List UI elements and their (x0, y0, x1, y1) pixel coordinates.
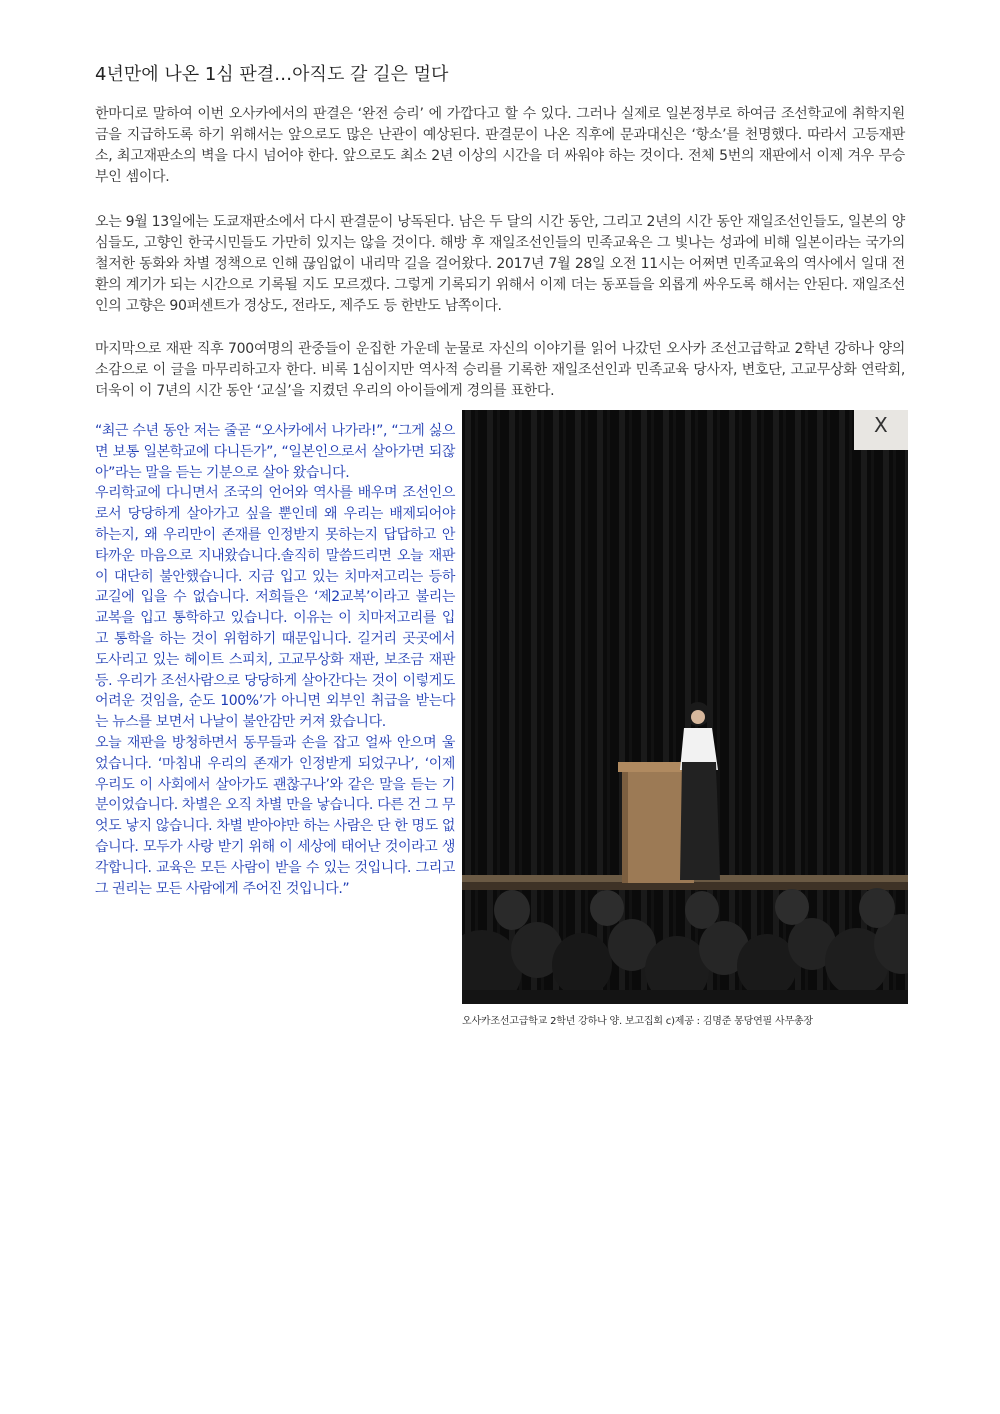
photo-caption: 오사카조선고급학교 2학년 강하나 양. 보고집회 c)제공 : 김명준 몽당연필 사무총장 (462, 1016, 813, 1027)
paragraph-3: 마지막으로 재판 직후 700여명의 관중들이 운집한 가운데 눈물로 자신의 이야기를 읽어 나갔던 오사카 조선고급학교 2학년 강하나 양의 소감으로 이 글을 마무리하고자 한다. 비록 1심이지만 역사적 승리를 기록한 재일조선인과 민족교육 당사자, 변호단, 고교무상화 연락회, 더욱이 이 7년의 시간 동안 ‘교실’을 지켰던 우리의 아이들에게 경의를 표한다. (95, 341, 905, 399)
quote-part-2: 우리학교에 다니면서 조국의 언어와 역사를 배우며 조선인으로서 당당하게 살아가고 싶을 뿐인데 왜 우리는 배제되어야 하는지, 왜 우리만이 존재를 인정받지 못하는지 답답하고 안타까운 마음으로 지내왔습니다.솔직히 말씀드리면 오늘 재판이 대단히 불안했습니다. 지금 입고 있는 치마저고리는 등하교길에 입을 수 없습니다. 저희들은 ‘제2교복’이라고 불리는 교복을 입고 통학하고 있습니다. 이유는 이 치마저고리를 입고 통학을 하는 것이 위험하기 때문입니다. 길거리 곳곳에서 도사리고 있는 헤이트 스피치, 고교무상화 재판, 보조금 재판 등. 우리가 조선사람으로 당당하게 살아간다는 것이 이렇게도 어려운 것임을, 순도 100%’가 아니면 외부인 취급을 받는다는 뉴스를 보면서 나날이 불안감만 커져 왔습니다. (95, 485, 455, 731)
paragraph-1: 한마디로 말하여 이번 오사카에서의 판결은 ‘완전 승리’ 에 가깝다고 할 수 있다. 그러나 실제로 일본정부로 하여금 조선학교에 취학지원금을 지급하도록 하기 위해서는 앞으로도 많은 난관이 예상된다. 판결문이 나온 직후에 문과대신은 ‘항소’를 천명했다. 따라서 고등재판소, 최고재판소의 벽을 다시 넘어야 한다. 앞으로도 최소 2년 이상의 시간을 더 싸워야 하는 것이다. 전체 5번의 재판에서 이제 겨우 무승부인 셈이다. (95, 106, 905, 185)
quote-part-3: 오늘 재판을 방청하면서 동무들과 손을 잡고 얼싸 안으며 울었습니다. ‘마침내 우리의 존재가 인정받게 되었구나’, ‘이제 우리도 이 사회에서 살아가도 괜찮구나’와 같은 말을 듣는 기분이었습니다. 차별은 오직 차별 만을 낳습니다. 다른 건 그 무엇도 낳지 않습니다. 차별 받아야만 하는 사람은 단 한 명도 없습니다. 모두가 사랑 받기 위해 이 세상에 태어난 것이라고 생각합니다. 교육은 모든 사람이 받을 수 있는 것입니다. 그리고 그 권리는 모든 사람에게 주어진 것입니다.” (95, 734, 455, 897)
stage-photo-illustration (462, 410, 908, 1004)
quote-part-1: “최근 수년 동안 저는 줄곧 “오사카에서 나가라!”, “그게 싫으면 보통 일본학교에 다니든가”, “일본인으로서 살아가면 되잖아”라는 말을 듣는 기분으로 살아 왔습니다. (95, 423, 455, 481)
banner-glyph: X (874, 413, 888, 437)
student-quote (95, 421, 455, 899)
paragraph-2: 오는 9월 13일에는 도쿄재판소에서 다시 판결문이 낭독된다. 남은 두 달의 시간 동안, 그리고 2년의 시간 동안 재일조선인들도, 일본의 양심들도, 고향인 한국시민들도 가만히 있지는 않을 것이다. 해방 후 재일조선인들의 민족교육은 그 빛나는 성과에 비해 일본이라는 국가의 철저한 동화와 차별 정책으로 인해 끊임없이 내리막 길을 걸어왔다. 2017년 7월 28일 오전 11시는 어쩌면 민족교육의 역사에서 일대 전환의 계기가 되는 시간으로 기록될 지도 모르겠다. 그렇게 기록되기 위해서 이제 더는 동포들을 외롭게 싸우도록 해서는 안된다. 재일조선인의 고향은 90퍼센트가 경상도, 전라도, 제주도 등 한반도 남쪽이다. (95, 214, 905, 314)
stage-photo (462, 410, 908, 1004)
article-title: 4년만에 나온 1심 판결…아직도 갈 길은 멀다 (95, 64, 449, 85)
